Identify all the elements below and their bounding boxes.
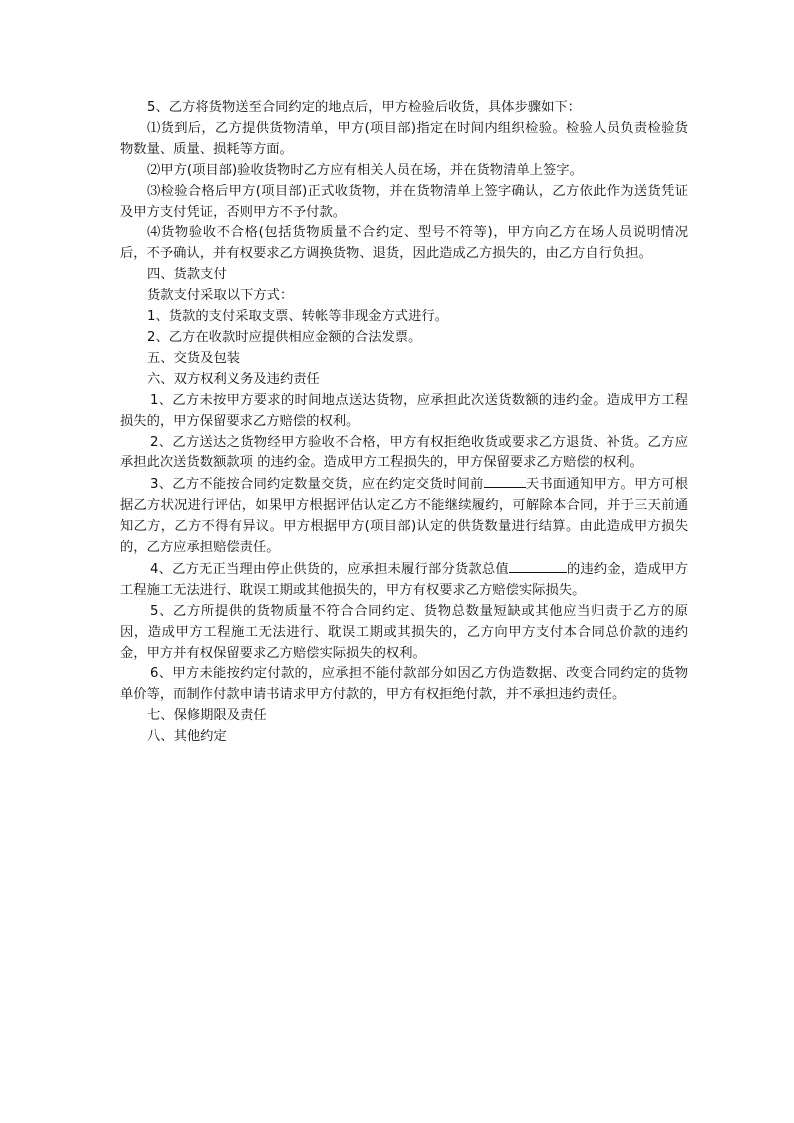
- paragraph: 1、货款的支付采取支票、转帐等非现金方式进行。: [147, 309, 448, 325]
- paragraph: [120, 474, 688, 559]
- paragraph: [120, 559, 688, 602]
- fill-blank: [484, 474, 526, 488]
- paragraph-text: 3、乙方不能按合同约定数量交货，应在约定交货时间前: [150, 477, 484, 493]
- fill-blank: [509, 559, 567, 573]
- paragraph-text: 的违约金，造成甲方工程施工无法进行、耽误工期或其他损失的，甲方有权要求乙方赔偿实际损失。: [120, 561, 689, 598]
- paragraph-text: 4、乙方无正当理由停止供货的，应承担未履行部分货款总值: [150, 561, 509, 577]
- section-heading: 六、双方权利义务及违约责任: [147, 371, 320, 387]
- paragraph: 2、乙方送达之货物经甲方验收不合格，甲方有权拒绝收货或要求乙方退货、补货。乙方应承担此次送货数额款项 的违约金。造成甲方工程损失的，甲方保留要求乙方赔偿的权利。: [120, 434, 688, 471]
- section-heading: 八、其他约定: [147, 729, 227, 745]
- paragraph: 5、乙方将货物送至合同约定的地点后，甲方检验后收货，具体步骤如下：: [147, 100, 581, 115]
- contract-text: [120, 98, 688, 748]
- paragraph: ⑴货到后，乙方提供货物清单，甲方(项目部)指定在时间内组织检验。检验人员负责检验货物数量、质量、损耗等方面。: [120, 120, 688, 157]
- paragraph: 1、乙方未按甲方要求的时间地点送达货物，应承担此次送货数额的违约金。造成甲方工程损失的，甲方保留要求乙方赔偿的权利。: [120, 392, 688, 429]
- paragraph: 货款支付采取以下方式：: [147, 288, 294, 304]
- section-heading: 四、货款支付: [147, 267, 227, 283]
- paragraph: ⑶检验合格后甲方(项目部)正式收货物，并在货物清单上签字确认，乙方依此作为送货凭证及甲方支付凭证，否则甲方不予付款。: [120, 183, 688, 220]
- section-heading: 五、交货及包装: [147, 350, 241, 366]
- paragraph: ⑵甲方(项目部)验收货物时乙方应有相关人员在场，并在货物清单上签字。: [147, 162, 583, 178]
- section-heading: 七、保修期限及责任: [147, 708, 267, 724]
- paragraph: 5、乙方所提供的货物质量不符合合同约定、货物总数量短缺或其他应当归责于乙方的原因，造成甲方工程施工无法进行、耽误工期或其损失的，乙方向甲方支付本合同总价款的违约金，甲方并有权保留要求乙方赔偿实际损失的权利。: [120, 603, 688, 661]
- paragraph: 2、乙方在收款时应提供相应金额的合法发票。: [147, 329, 422, 345]
- paragraph: 6、甲方未能按约定付款的，应承担不能付款部分如因乙方伪造数据、改变合同约定的货物单价等，而制作付款申请书请求甲方付款的，甲方有权拒绝付款，并不承担违约责任。: [120, 666, 688, 703]
- paragraph: ⑷货物验收不合格(包括货物质量不合约定、型号不符等)，甲方向乙方在场人员说明情况后，不予确认，并有权要求乙方调换货物、退货，因此造成乙方损失的，由乙方自行负担。: [120, 225, 688, 262]
- paragraph-text: 天书面通知甲方。甲方可根据乙方状况进行评估，如果甲方根据评估认定乙方不能继续履约，可解除本合同，并于三天前通知乙方，乙方不得有异议。甲方根据甲方(项目部)认定的供货数量进行结算。由此造成甲方损失的，乙方应承担赔偿责任。: [120, 477, 688, 556]
